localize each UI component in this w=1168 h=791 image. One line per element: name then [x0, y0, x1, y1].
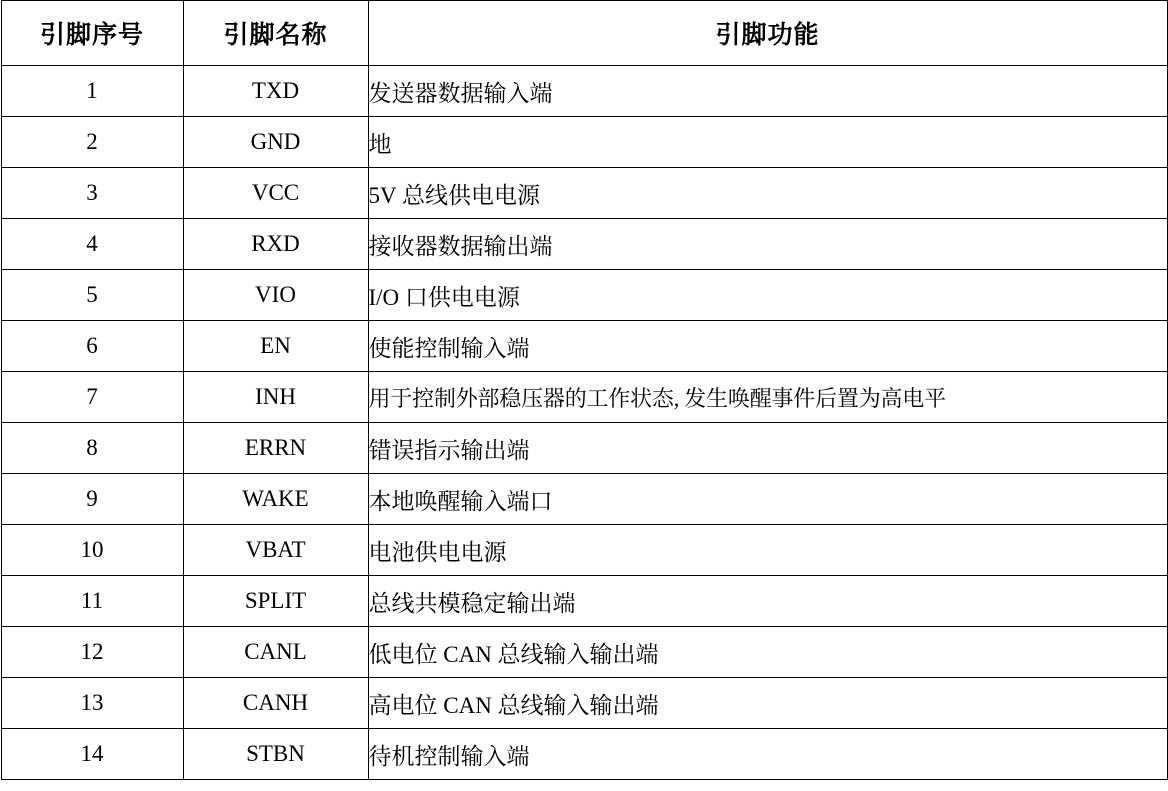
table-body: [1, 66, 1167, 780]
cell-pin-name: SPLIT: [183, 576, 368, 627]
column-header-pin-function: 引脚功能: [368, 1, 1167, 66]
cell-pin-function: 用于控制外部稳压器的工作状态, 发生唤醒事件后置为高电平: [368, 372, 1167, 423]
cell-pin-name: ERRN: [183, 423, 368, 474]
table-row: [1, 321, 1167, 372]
cell-pin-number: 3: [1, 168, 183, 219]
table-row: [1, 576, 1167, 627]
cell-pin-function: 低电位 CAN 总线输入输出端: [368, 627, 1167, 678]
table-row: [1, 219, 1167, 270]
cell-pin-number: 11: [1, 576, 183, 627]
cell-pin-name: STBN: [183, 729, 368, 780]
cell-pin-function: 高电位 CAN 总线输入输出端: [368, 678, 1167, 729]
column-header-pin-name: 引脚名称: [183, 1, 368, 66]
cell-pin-function: 本地唤醒输入端口: [368, 474, 1167, 525]
cell-pin-function: 待机控制输入端: [368, 729, 1167, 780]
cell-pin-function: 发送器数据输入端: [368, 66, 1167, 117]
cell-pin-number: 13: [1, 678, 183, 729]
cell-pin-number: 4: [1, 219, 183, 270]
cell-pin-function: 接收器数据输出端: [368, 219, 1167, 270]
cell-pin-name: CANL: [183, 627, 368, 678]
cell-pin-name: GND: [183, 117, 368, 168]
cell-pin-number: 10: [1, 525, 183, 576]
cell-pin-name: EN: [183, 321, 368, 372]
cell-pin-function: 5V 总线供电电源: [368, 168, 1167, 219]
table-row: [1, 117, 1167, 168]
cell-pin-name: VCC: [183, 168, 368, 219]
cell-pin-name: WAKE: [183, 474, 368, 525]
cell-pin-number: 7: [1, 372, 183, 423]
cell-pin-function: 总线共模稳定输出端: [368, 576, 1167, 627]
cell-pin-number: 6: [1, 321, 183, 372]
cell-pin-name: CANH: [183, 678, 368, 729]
cell-pin-number: 1: [1, 66, 183, 117]
cell-pin-number: 5: [1, 270, 183, 321]
cell-pin-name: VBAT: [183, 525, 368, 576]
table-row: [1, 168, 1167, 219]
cell-pin-number: 8: [1, 423, 183, 474]
cell-pin-function: 使能控制输入端: [368, 321, 1167, 372]
table-header: [1, 1, 1167, 66]
table-row: [1, 627, 1167, 678]
cell-pin-name: VIO: [183, 270, 368, 321]
table-row: [1, 525, 1167, 576]
cell-pin-function: I/O 口供电电源: [368, 270, 1167, 321]
cell-pin-number: 9: [1, 474, 183, 525]
cell-pin-function: 错误指示输出端: [368, 423, 1167, 474]
cell-pin-number: 14: [1, 729, 183, 780]
table-row: [1, 66, 1167, 117]
table-row: [1, 270, 1167, 321]
table-header-row: [1, 1, 1167, 66]
table-row: [1, 729, 1167, 780]
table-row: [1, 678, 1167, 729]
cell-pin-name: INH: [183, 372, 368, 423]
cell-pin-number: 2: [1, 117, 183, 168]
cell-pin-function: 电池供电电源: [368, 525, 1167, 576]
cell-pin-name: RXD: [183, 219, 368, 270]
column-header-pin-number: 引脚序号: [1, 1, 183, 66]
pin-description-table: [1, 0, 1168, 780]
table-row: [1, 372, 1167, 423]
cell-pin-name: TXD: [183, 66, 368, 117]
table-row: [1, 474, 1167, 525]
table-row: [1, 423, 1167, 474]
cell-pin-function: 地: [368, 117, 1167, 168]
cell-pin-number: 12: [1, 627, 183, 678]
